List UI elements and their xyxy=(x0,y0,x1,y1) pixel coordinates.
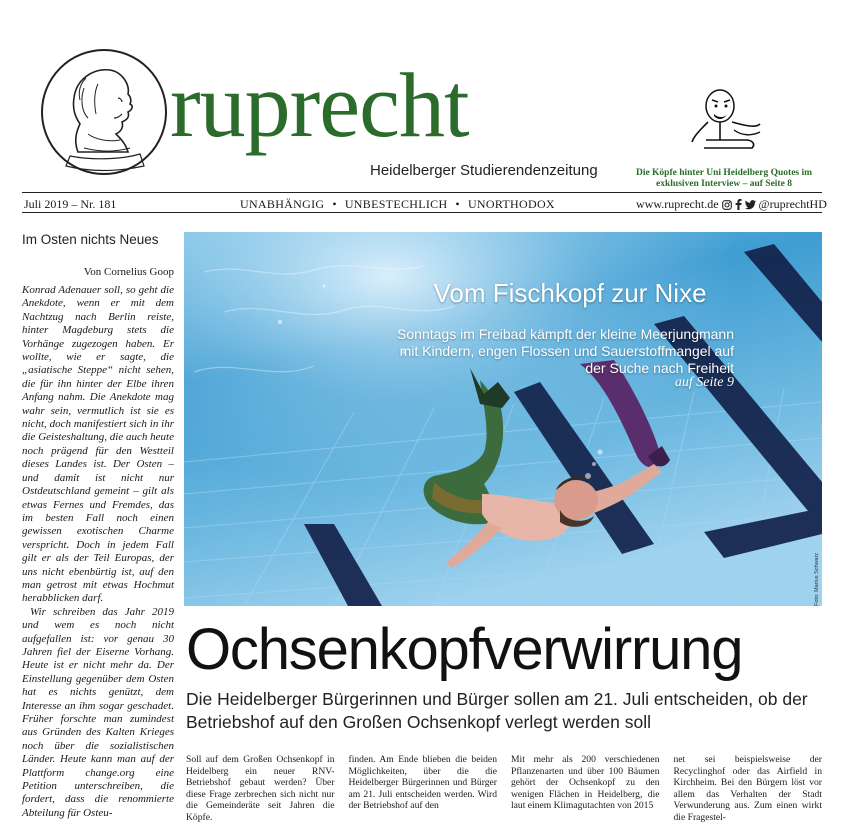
newspaper-title: ruprecht xyxy=(170,54,469,156)
divider-rule xyxy=(22,212,822,213)
feature-title[interactable]: Vom Fischkopf zur Nixe xyxy=(433,278,707,308)
photo-credit-text: Foto: Marius Schwarz xyxy=(814,552,820,606)
commentary-column xyxy=(22,232,174,820)
twitter-icon[interactable] xyxy=(745,200,756,210)
commentary-heading[interactable]: Im Osten nichts Neues xyxy=(22,232,159,247)
slogan-bar xyxy=(240,197,555,212)
interview-teaser[interactable]: Die Köpfe hinter Uni Heidelberg Quotes im exklusiven Interview – auf Seite 8 xyxy=(635,168,813,189)
social-handle[interactable]: @ruprechtHD xyxy=(758,197,827,211)
rage-face-icon xyxy=(686,86,766,152)
issue-date: Juli 2019 – Nr. 181 xyxy=(24,197,117,211)
slogan-item: UNORTHODOX xyxy=(467,197,555,211)
article-column: Soll auf dem Großen Ochsenkopf in Heidelberg ein neuer RNV-Betriebshof gebaut werden? Über diese Frage zerbrechen sich nicht nur die Gemeinderäte seit Jahren die Köpfe. xyxy=(186,754,335,823)
feature-subtitle: Sonntags im Freibad kämpft der kleine Meerjungmann mit Kindern, engen Flossen und Sauerstoffmangel auf der Suche nach Freiheit xyxy=(397,326,734,376)
newspaper-subtitle: Heidelberger Studierendenzeitung xyxy=(370,162,598,179)
separator-dot: • xyxy=(455,197,460,211)
feature-photo[interactable] xyxy=(184,232,822,606)
commentary-paragraph: Konrad Adenauer soll, so geht die Anekdote, wenn er mit dem Nachtzug nach Berlin reiste, hinter Magdeburg stets die Vorhänge zugezogen haben. Er wollte, wie er sagte, die „asiatische Steppe“ nicht sehen, die für ihn hinter der Elbe ihren Anfang nahm. Die Anekdote mag wahr sein, vermutlich ist sie es nicht, doch manifestiert sich in ihr die Geisteshaltung, die auch heute noch prägend für den Westteil dieses Landes ist. Der Osten – und damit ist nicht nur Ostdeutschland gemeint – gilt als etwas Fernes und Fremdes, das im besten Fall noch einen gewissen exotischen Charme verspricht. Doch in jedem Fall gilt er als der Teil Europas, der uns nicht ebenbürtig ist, auf den man getrost mit etwas Hochmut herabblicken darf. xyxy=(22,284,174,605)
web-links xyxy=(636,197,827,212)
commentary-paragraph: Wir schreiben das Jahr 2019 und wem es noch nicht aufgefallen ist: vor genau 30 Jahren fiel der Eiserne Vorhang. Heute ist er nicht mehr da. Der Einstellung gegenüber dem Osten hat es nichts genützt, dem Interesse an ihm sogar geschadet. Früher forschte man zumindest aus Gründen des Kalten Krieges noch über die sozialistischen Länder. Heute kann man auf der Plattform change.org eine Petition unterschreiben, die fordert, dass die renommierte Abteilung für Osteu- xyxy=(22,605,174,819)
slogan-item: UNBESTECHLICH xyxy=(344,197,448,211)
facebook-icon[interactable] xyxy=(735,199,742,210)
commentary-body xyxy=(22,284,174,820)
separator-dot: • xyxy=(332,197,337,211)
photo-credit xyxy=(814,552,822,608)
article-column: finden. Am Ende blieben die beiden Möglichkeiten, über die die Heidelberger Bürgerinnen und Bürger am 21. Juli entscheiden werden. Wird der Betriebshof auf den xyxy=(348,754,497,812)
lead-headline[interactable]: Ochsenkopfverwirrung xyxy=(186,617,743,682)
article-column: Mit mehr als 200 verschiedenen Pflanzenarten und über 100 Bäumen gehört der Ochsenkopf zu den wenigen Flächen in Heidelberg, die laut einem Klimagutachten von 2015 xyxy=(511,754,660,812)
slogan-item: UNABHÄNGIG xyxy=(240,197,325,211)
website-link[interactable]: www.ruprecht.de xyxy=(636,197,719,211)
instagram-icon[interactable] xyxy=(722,200,732,210)
article-column: net sei beispielsweise der Recyclinghof oder das Airfield in Kirchheim. Bei den Bürgern löst vor allem das Verhalten der Stadt Verwunderung aus. Zum einen wirkt die Fragestel- xyxy=(673,754,822,823)
lead-article-body xyxy=(186,754,822,823)
divider-rule xyxy=(22,192,822,193)
commentary-byline: Von Cornelius Goop xyxy=(83,266,174,278)
feature-page-reference[interactable]: auf Seite 9 xyxy=(674,375,734,390)
lead-deck: Die Heidelberger Bürgerinnen und Bürger sollen am 21. Juli entscheiden, ob der Betriebshof auf den Großen Ochsenkopf verlegt werden soll xyxy=(186,689,808,732)
ruprecht-portrait-logo xyxy=(40,48,168,176)
